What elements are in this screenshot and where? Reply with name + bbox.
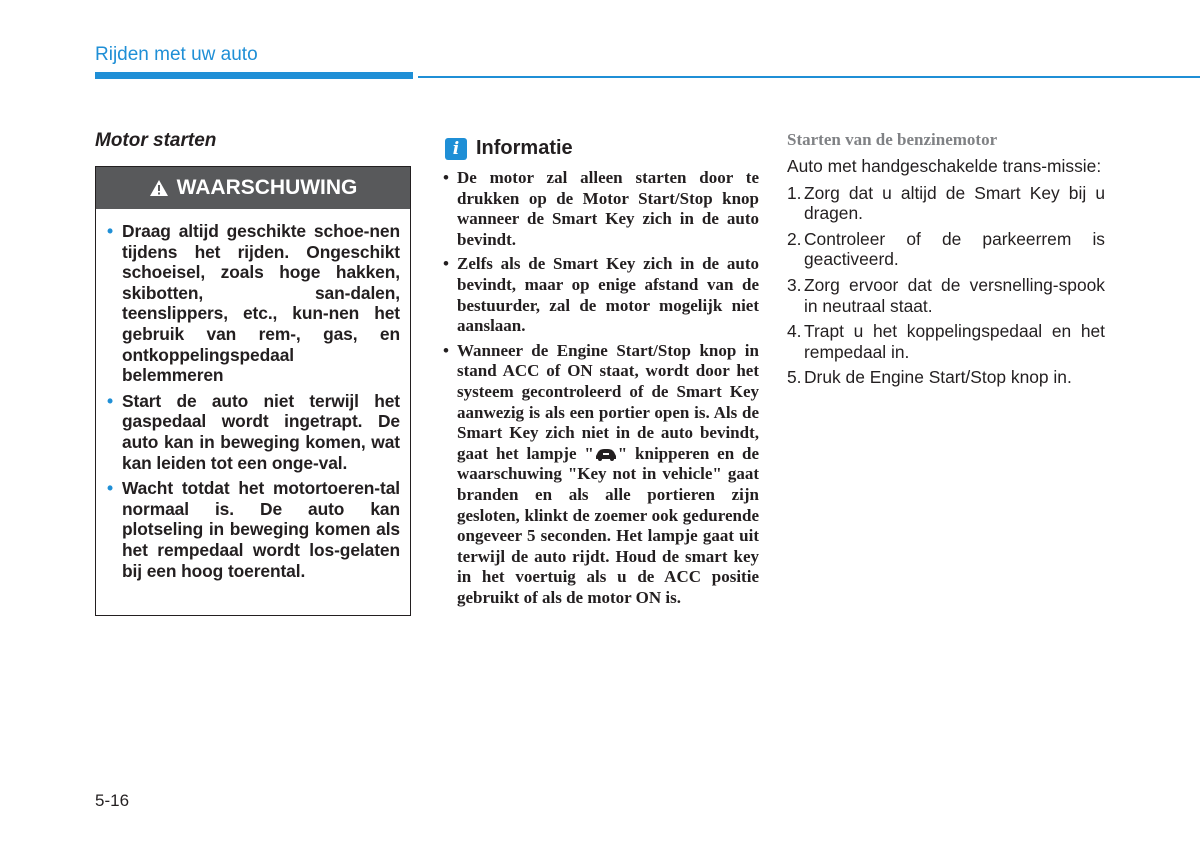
step-text: Controleer of de parkeerrem is geactiveerd. [804, 228, 1105, 270]
step-number: 4. [787, 321, 802, 342]
section-title: Motor starten [95, 130, 217, 151]
header-rule-thin [418, 76, 1200, 78]
info-title: Informatie [476, 137, 573, 159]
petrol-steps [787, 183, 1105, 388]
step-text: Trapt u het koppelingspedaal en het rempedaal in. [804, 321, 1105, 362]
step-item [787, 275, 1105, 316]
warning-list [96, 209, 410, 581]
warning-box [95, 166, 411, 616]
chapter-title: Rijden met uw auto [95, 44, 258, 65]
info-item-text: Wanneer de Engine Start/Stop knop in stand ACC of ON staat, wordt door het systeem gecontroleerd of de Smart Key aanwezig is als een portier open is. Als de Smart Key zich niet in de auto bevindt, gaat het lampje " [457, 340, 759, 463]
info-list [441, 168, 759, 612]
info-item: • Zelfs als de Smart Key zich in de auto bevindt, maar op enige afstand van de bestuurder, zal de motor mogelijk niet aanslaan. [441, 254, 759, 336]
key-not-in-vehicle-icon [594, 447, 618, 461]
step-item [787, 367, 1105, 388]
step-item [787, 229, 1105, 270]
header-rule-thick [95, 72, 413, 79]
info-header [445, 137, 573, 160]
step-number: 2. [787, 228, 802, 249]
info-icon: i [445, 138, 467, 160]
warning-triangle-icon [149, 179, 169, 197]
step-item [787, 183, 1105, 224]
petrol-start-section [787, 130, 1105, 393]
warning-item: • Start de auto niet terwijl het gaspedaal wordt ingetrapt. De auto kan in beweging komen, wat kan leiden tot een onge-val. [106, 391, 400, 473]
warning-header [96, 167, 410, 209]
step-number: 1. [787, 182, 802, 203]
step-number: 3. [787, 274, 802, 295]
step-text: Druk de Engine Start/Stop knop in. [804, 367, 1072, 388]
info-item: • De motor zal alleen starten door te drukken op de Motor Start/Stop knop wanneer de Smart Key zich in de auto bevindt. [441, 168, 759, 250]
warning-item: • Draag altijd geschikte schoe-nen tijdens het rijden. Ongeschikt schoeisel, zoals hoge hakken, skibotten, san-dalen, teenslippers, etc., kun-nen het gebruik van rem-, gas, en ontkoppelingspedaal belemmeren [106, 221, 400, 386]
info-item-text: " knipperen en de waarschuwing "Key not in vehicle" gaat branden en als alle portieren zijn gesloten, klinkt de zoemer ook gedurende ongeveer 5 seconden. Het lampje gaat uit terwijl de auto rijdt. Houd de smart key in het voertuig als u de ACC positie gebruikt of als de motor ON is. [457, 443, 760, 607]
warning-item: • Wacht totdat het motortoeren-tal normaal is. De auto kan plotseling in beweging komen als het rempedaal wordt los-gelaten bij een hoog toerental. [106, 478, 400, 581]
step-item [787, 321, 1105, 362]
step-text: Zorg dat u altijd de Smart Key bij u dragen. [804, 182, 1105, 224]
petrol-intro: Auto met handgeschakelde trans-missie: [787, 156, 1102, 176]
step-text: Zorg ervoor dat de versnelling-spook in neutraal staat. [804, 274, 1105, 316]
step-number: 5. [787, 367, 802, 388]
info-item [441, 341, 759, 609]
page-number: 5-16 [95, 791, 130, 810]
petrol-subtitle: Starten van de benzinemotor [787, 130, 998, 149]
warning-title: WAARSCHUWING [176, 176, 358, 199]
